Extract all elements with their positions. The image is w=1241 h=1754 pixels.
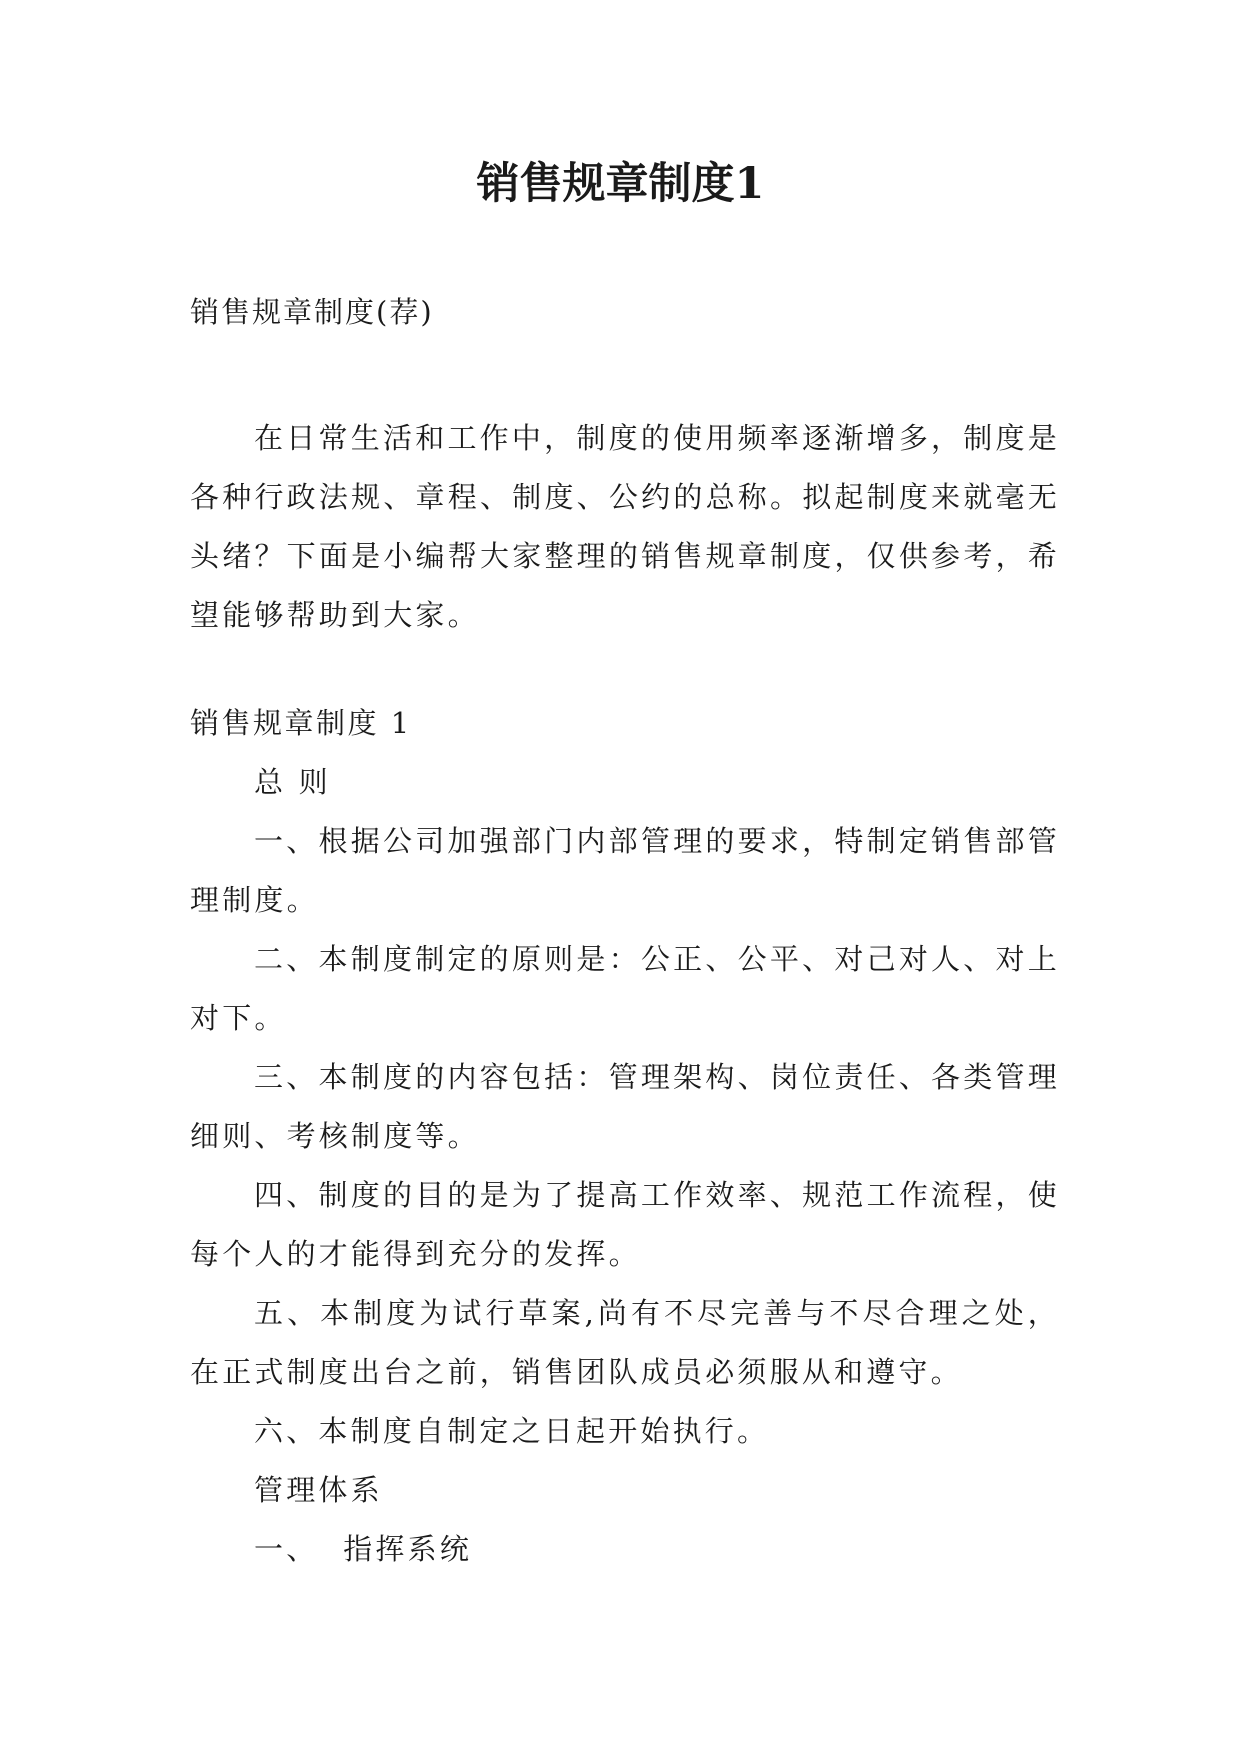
management-system-heading: 管理体系 — [254, 1473, 383, 1507]
document-body — [190, 694, 1060, 1579]
document-title: 销售规章制度1 — [476, 159, 765, 209]
rule-item-6: 六、本制度自制定之日起开始执行。 — [254, 1414, 770, 1448]
general-rules-heading: 总 则 — [254, 765, 331, 799]
rule-item-2: 二、本制度制定的原则是：公正、公平、对己对人、对上对下。 — [190, 942, 1060, 1035]
intro-paragraph: 在日常生活和工作中，制度的使用频率逐渐增多，制度是各种行政法规、章程、制度、公约的总称。拟起制度来就毫无头绪？下面是小编帮大家整理的销售规章制度，仅供参考，希望能够帮助到大家。 — [190, 421, 1060, 632]
section-heading: 销售规章制度 1 — [190, 706, 412, 740]
document-subtitle: 销售规章制度(荐) — [190, 295, 434, 329]
rule-item-4: 四、制度的目的是为了提高工作效率、规范工作流程，使每个人的才能得到充分的发挥。 — [190, 1178, 1060, 1271]
rule-item-5: 五、本制度为试行草案,尚有不尽完善与不尽合理之处，在正式制度出台之前，销售团队成员必须服从和遵守。 — [190, 1296, 1060, 1389]
command-system-item: 一、 指挥系统 — [254, 1532, 473, 1566]
rule-item-1: 一、根据公司加强部门内部管理的要求，特制定销售部管理制度。 — [190, 824, 1060, 917]
rule-item-3: 三、本制度的内容包括：管理架构、岗位责任、各类管理细则、考核制度等。 — [190, 1060, 1060, 1153]
